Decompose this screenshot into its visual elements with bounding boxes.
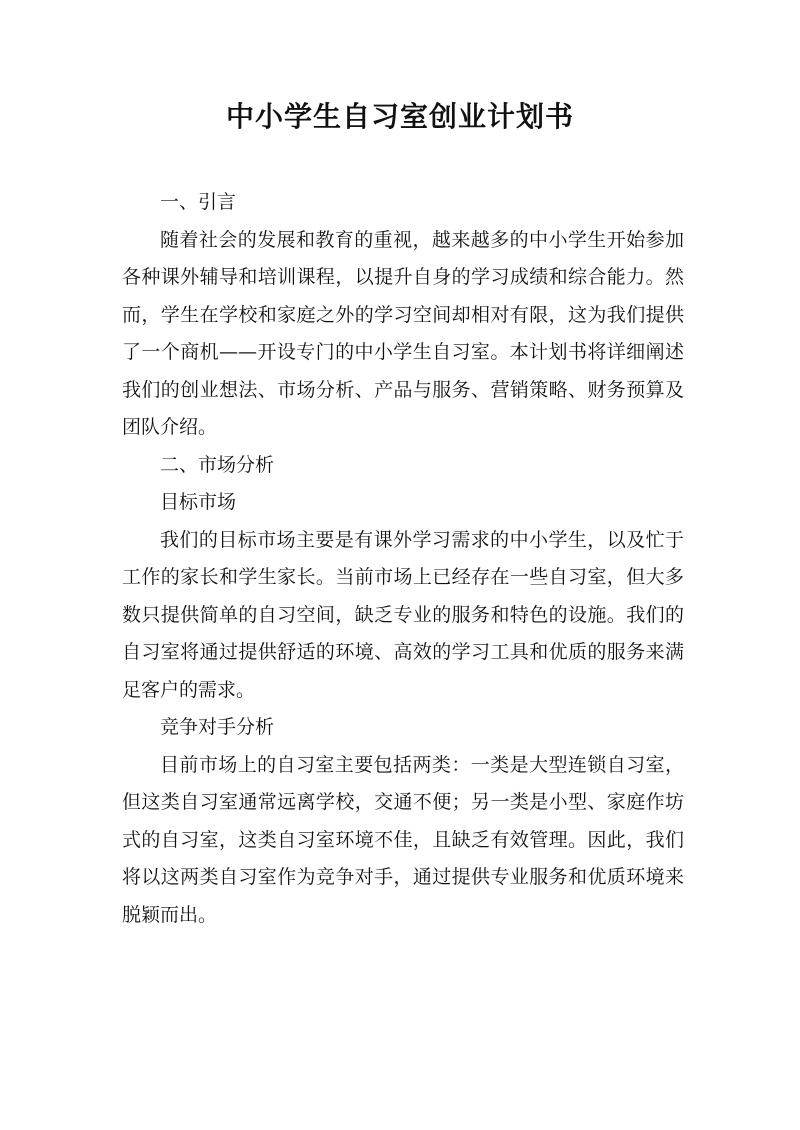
subheading-target-market: 目标市场 [160,491,237,513]
paragraph-competitor-analysis: 目前市场上的自习室主要包括两类：一类是大型连锁自习室，但这类自习室通常远离学校，交通不便；另一类是小型、家庭作坊式的自习室，这类自习室环境不佳，且缺乏有效管理。因此，我们将以这两类自习室作为竞争对手，通过提供专业服务和优质环境来脱颖而出。 [122,753,684,926]
section-heading-market-analysis: 二、市场分析 [160,453,275,476]
document-title: 中小学生自习室创业计划书 [225,100,574,133]
section-heading-introduction: 一、引言 [160,191,237,213]
subheading-competitor-analysis: 竞争对手分析 [160,716,275,738]
paragraph-target-market: 我们的目标市场主要是有课外学习需求的中小学生，以及忙于工作的家长和学生家长。当前市场上已经存在一些自习室，但大多数只提供简单的自习空间，缺乏专业的服务和特色的设施。我们的自习室将通过提供舒适的环境、高效的学习工具和优质的服务来满足客户的需求。 [122,528,684,701]
document-body [122,184,684,934]
paragraph-introduction: 随着社会的发展和教育的重视，越来越多的中小学生开始参加各种课外辅导和培训课程，以提升自身的学习成绩和综合能力。然而，学生在学校和家庭之外的学习空间却相对有限，这为我们提供了一个商机——开设专门的中小学生自习室。本计划书将详细阐述我们的创业想法、市场分析、产品与服务、营销策略、财务预算及团队介绍。 [122,228,684,438]
